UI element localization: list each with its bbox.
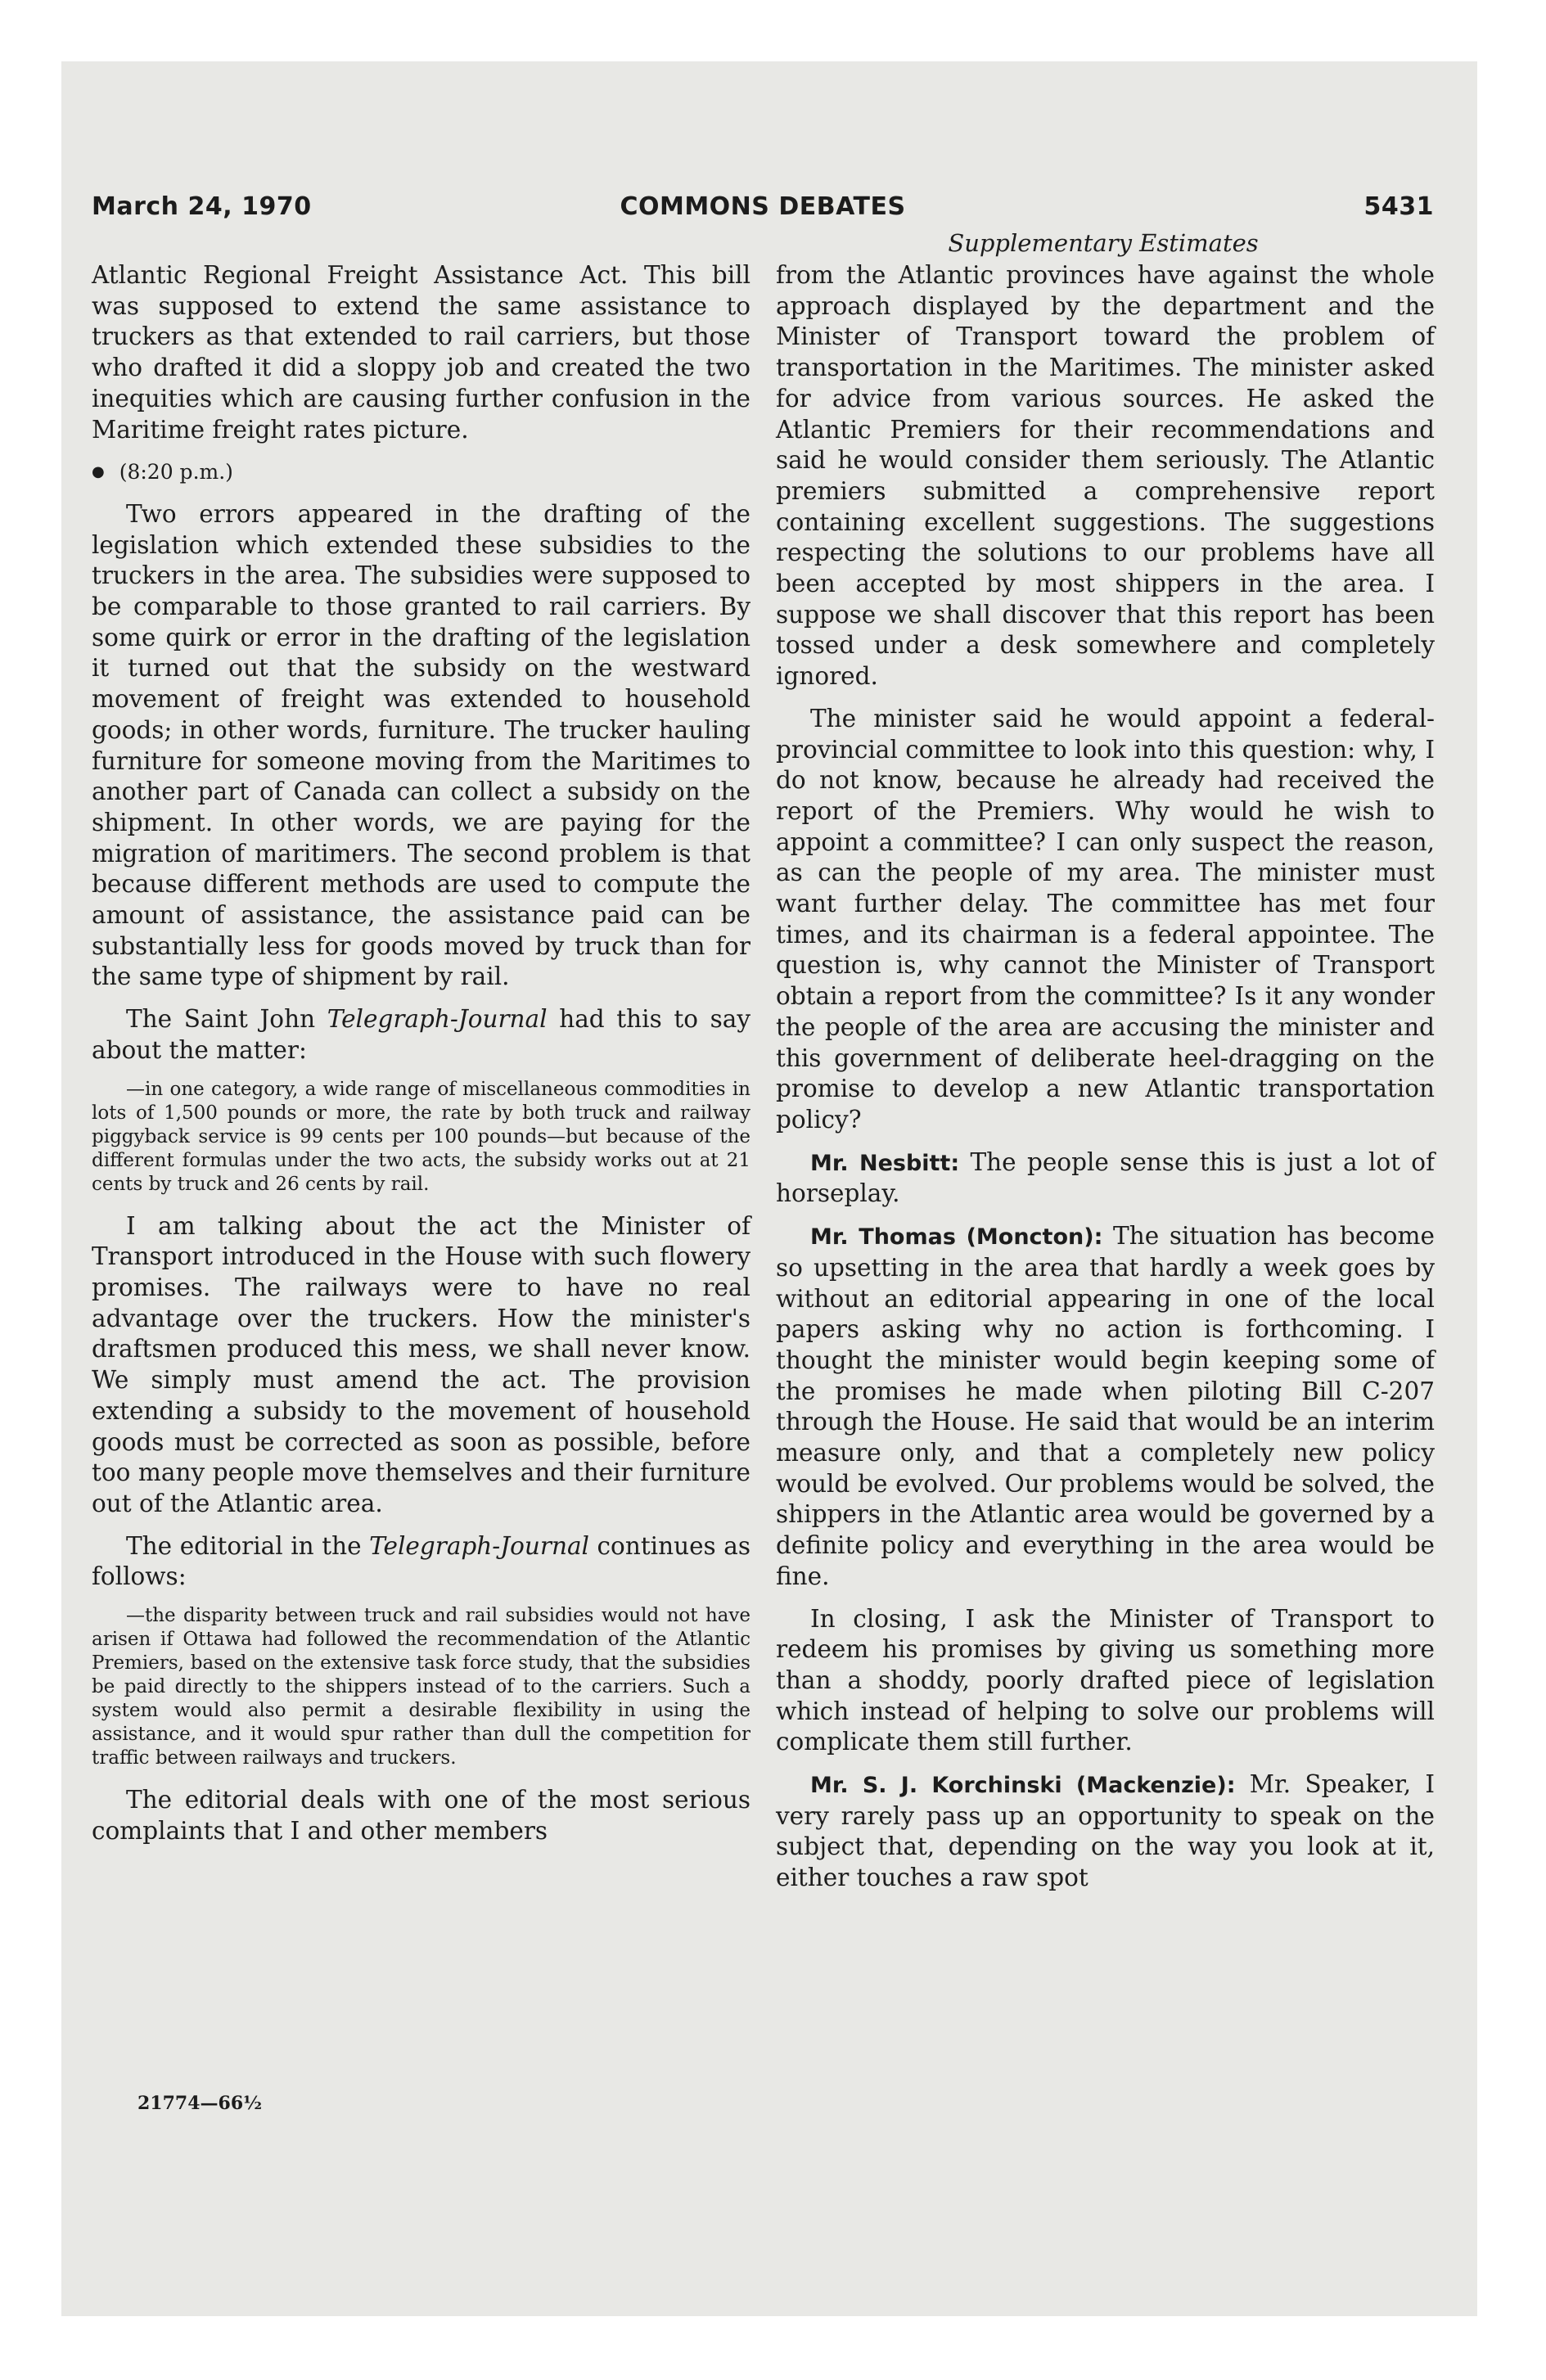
newspaper-title: Telegraph-Journal: [369, 1531, 589, 1560]
quotation: —the disparity between truck and rail subsidies would not have arisen if Ottawa had followed the recommendation of the Atlantic Premiers, based on the extensive task force study, that the subsidies be paid directly to the shippers instead of to the carriers. Such a system would also permit a desirable flexibility in using the assistance, and it would spur rather than dull the competition for traffic between railways and truckers.: [92, 1605, 750, 1769]
page-header: [92, 192, 1434, 228]
paragraph: Two errors appeared in the drafting of the legislation which extended these subsidies to the truckers in the area. The subsidies were supposed to be comparable to those granted to rail carriers. By some quirk or error in the drafting of the legislation it turned out that the subsidy on the westward movement of freight was extended to household goods; in other words, furniture. The trucker hauling furniture for someone moving from the Maritimes to another part of Canada can collect a subsidy on the shipment. In other words, we are paying for the migration of maritimers. The second problem is that because different methods are used to compute the amount of assistance, the assistance paid can be substantially less for goods moved by truck than for the same type of shipment by rail.: [92, 499, 750, 991]
paragraph: The minister said he would appoint a federal-provincial committee to look into this question: why, I do not know, because he already had received the report of the Premiers. Why would he wish to appoint a committee? I can only suspect the reason, as can the people of my area. The minister must want further delay. The committee has met four times, and its chairman is a federal appointee. The question is, why cannot the Minister of Transport obtain a report from the committee? Is it any wonder the people of the area are accusing the minister and this government of deliberate heel-dragging on the promise to develop a new Atlantic transportation policy?: [776, 704, 1435, 1134]
paragraph-text: continues as follows:: [92, 1531, 750, 1591]
newspaper-title: Telegraph-Journal: [327, 1005, 548, 1034]
speech-text: Mr. Speaker, I very rarely pass up an opportunity to speak on the subject that, depending on the way you look at it, either touches a raw spot: [776, 1770, 1435, 1892]
paragraph: from the Atlantic provinces have against the whole approach displayed by the department and the Minister of Transport toward the problem of transportation in the Maritimes. The minister asked for advice from various sources. He asked the Atlantic Premiers for their recommendations and said he would consider them seriously. The Atlantic premiers submitted a comprehensive report containing excellent suggestions. The suggestions respecting the solutions to our problems have all been accepted by most shippers in the area. I suppose we shall discover that this report has been tossed under a desk somewhere and completely ignored.: [776, 261, 1435, 691]
paragraph: Atlantic Regional Freight Assistance Act. This bill was supposed to extend the same assistance to truckers as that extended to rail carriers, but those who drafted it did a sloppy job and created the two inequities which are causing further confusion in the Maritime freight rates picture.: [92, 261, 750, 444]
speech: [776, 1769, 1435, 1894]
header-date: March 24, 1970: [92, 192, 312, 221]
speech-text: The situation has become so upsetting in the area that hardly a week goes by without an editorial appearing in one of the local papers asking why no action is forthcoming. I thought the minister would begin keeping some of the promises he made when piloting Bill C-207 through the House. He said that would be an interim measure only, and that a completely new policy would be evolved. Our problems would be solved, the shippers in the Atlantic area would be governed by a definite policy and everything in the area would be fine.: [776, 1222, 1435, 1590]
paragraph-text: The editorial in the: [126, 1531, 370, 1560]
left-column: [92, 260, 750, 1858]
speaker-name: Mr. S. J. Korchinski (Mackenzie):: [810, 1773, 1236, 1799]
speech: [776, 1147, 1435, 1210]
timestamp: [92, 457, 750, 488]
timestamp-text: (8:20 p.m.): [119, 460, 233, 485]
paragraph-text: had this to say about the matter:: [92, 1005, 751, 1064]
paragraph: [92, 1004, 750, 1066]
footer-code: 21774—66½: [137, 2093, 263, 2114]
paragraph: I am talking about the act the Minister of Transport introduced in the House with such flowery promises. The railways were to have no real advantage over the truckers. How the minister's draftsmen produced this mess, we shall never know. We simply must amend the act. The provision extending a subsidy to the movement of household goods must be corrected as soon as possible, before too many people move themselves and their furniture out of the Atlantic area.: [92, 1211, 750, 1517]
paragraph: [92, 1531, 750, 1593]
paragraph: In closing, I ask the Minister of Transport to redeem his promises by giving us something more than a shoddy, poorly drafted piece of legislation which instead of helping to solve our problems will complicate them still further.: [776, 1604, 1435, 1756]
bullet-icon: ●: [92, 463, 105, 481]
speaker-name: Mr. Thomas (Moncton):: [810, 1224, 1103, 1251]
header-title: COMMONS DEBATES: [620, 192, 906, 221]
section-subheading: Supplementary Estimates: [948, 229, 1259, 257]
paragraph: The editorial deals with one of the most serious complaints that I and other members: [92, 1786, 750, 1845]
header-page-number: 5431: [1363, 192, 1434, 221]
right-column: [776, 260, 1435, 1905]
speech: [776, 1221, 1435, 1592]
speaker-name: Mr. Nesbitt:: [810, 1150, 960, 1176]
quotation: —in one category, a wide range of miscellaneous commodities in lots of 1,500 pounds or more, the rate by both truck and railway piggyback service is 99 cents per 100 pounds—but because of the different formulas under the two acts, the subsidy works out at 21 cents by truck and 26 cents by rail.: [92, 1078, 750, 1195]
paragraph-text: The Saint John: [126, 1005, 327, 1034]
speech-text: The people sense this is just a lot of horseplay.: [776, 1147, 1435, 1208]
